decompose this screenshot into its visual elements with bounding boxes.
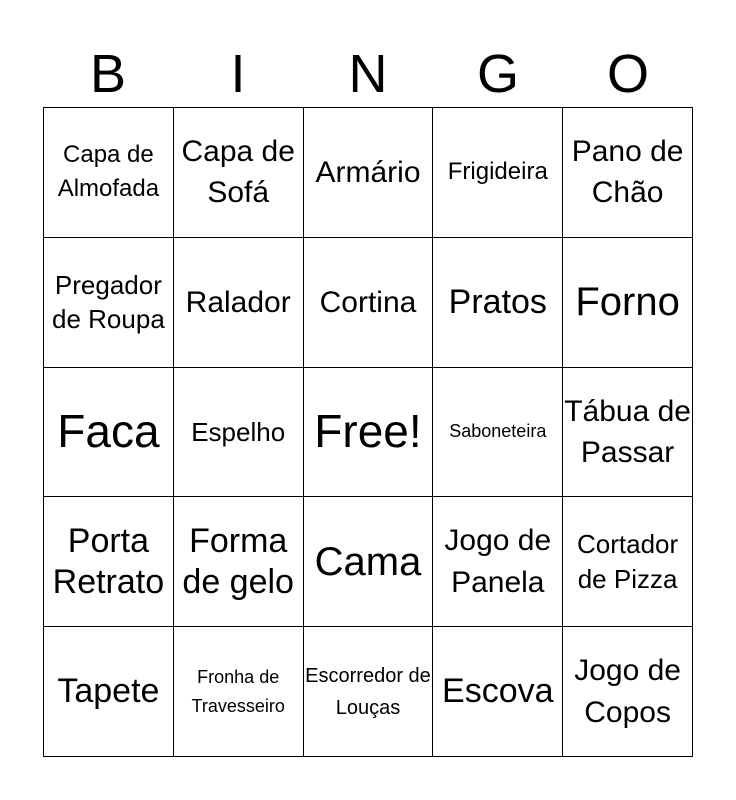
bingo-cell — [44, 627, 174, 757]
bingo-cell — [433, 627, 563, 757]
bingo-cell — [433, 238, 563, 368]
header-letter-o: O — [606, 44, 649, 104]
free-space-cell — [304, 368, 434, 498]
cell-text: Frigideira — [447, 158, 548, 186]
bingo-cell — [563, 497, 693, 627]
cell-text: Ralador — [185, 285, 291, 319]
cell-text: Escorredor de Louças — [305, 664, 431, 719]
bingo-cell — [174, 108, 304, 238]
cell-text: Faca — [57, 405, 160, 458]
bingo-cell — [44, 108, 174, 238]
bingo-cell — [433, 368, 563, 498]
cell-text: Porta Retrato — [52, 521, 165, 601]
bingo-cell — [433, 108, 563, 238]
cell-text: Jogo de Panela — [444, 524, 552, 599]
cell-text: Forma de gelo — [182, 521, 294, 601]
cell-text: Pregador de Roupa — [52, 269, 165, 335]
bingo-cell — [174, 497, 304, 627]
bingo-cell — [563, 108, 693, 238]
cell-text: Cortador de Pizza — [577, 529, 679, 594]
bingo-cell — [304, 627, 434, 757]
cell-text: Tapete — [57, 672, 160, 711]
header-letter-g: G — [476, 44, 519, 104]
cell-text: Saboneteira — [449, 421, 547, 442]
cell-text: Forno — [575, 280, 680, 325]
header-letter-n: N — [348, 44, 388, 104]
bingo-cell — [174, 368, 304, 498]
bingo-cell — [304, 497, 434, 627]
cell-text: Cama — [314, 539, 422, 584]
bingo-cell — [433, 497, 563, 627]
bingo-cell — [44, 497, 174, 627]
cell-text: Capa de Almofada — [57, 141, 160, 203]
header-letter-i: I — [230, 44, 246, 104]
bingo-cell — [304, 108, 434, 238]
bingo-header — [43, 40, 693, 108]
cell-text: Espelho — [191, 416, 286, 447]
bingo-cell — [304, 238, 434, 368]
header-letter-b: B — [89, 44, 127, 104]
bingo-grid — [43, 107, 693, 757]
bingo-cell — [563, 368, 693, 498]
bingo-cell — [44, 368, 174, 498]
cell-text: Tábua de Passar — [564, 394, 691, 469]
bingo-cell — [44, 238, 174, 368]
cell-text: Pano de Chão — [571, 135, 684, 210]
cell-text: Armário — [315, 155, 421, 189]
cell-text: Capa de Sofá — [181, 135, 295, 210]
cell-text: Jogo de Copos — [574, 654, 681, 729]
free-space-text: Free! — [314, 405, 422, 458]
bingo-cell — [174, 238, 304, 368]
cell-text: Fronha de Travesseiro — [191, 666, 285, 716]
bingo-cell — [174, 627, 304, 757]
cell-text: Cortina — [319, 285, 417, 319]
cell-text: Pratos — [448, 282, 547, 321]
bingo-cell — [563, 627, 693, 757]
cell-text: Escova — [442, 672, 554, 711]
bingo-cell — [563, 238, 693, 368]
